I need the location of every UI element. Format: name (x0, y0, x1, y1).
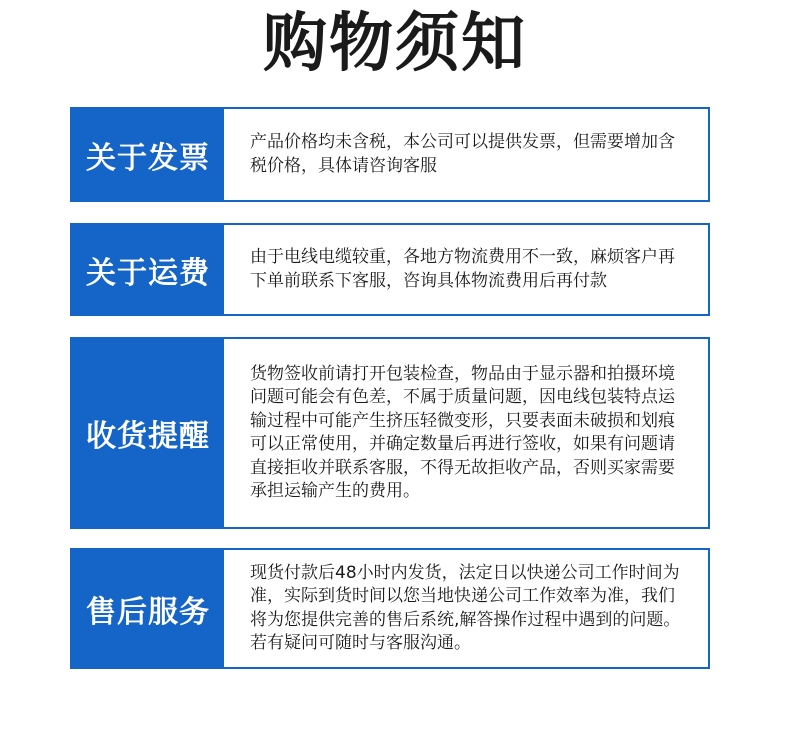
section-receipt (70, 337, 710, 529)
section-text: 由于电线电缆较重，各地方物流费用不一致，麻烦客户再下单前联系下客服，咨询具体物流费用后再付款 (250, 247, 675, 291)
section-text: 产品价格均未含税，本公司可以提供发票，但需要增加含税价格，具体请咨询客服 (250, 132, 675, 176)
section-text: 现货付款后48小时内发货，法定日以快递公司工作时间为准，实际到货时间以您当地快递公司工作效率为准，我们将为您提供完善的售后系统,解答操作过程中遇到的问题。若有疑问可随时与客服沟通。 (250, 562, 681, 653)
section-text-wrap (224, 225, 708, 314)
section-after-sales (70, 548, 710, 669)
page-title: 购物须知 (263, 7, 527, 81)
section-text-wrap (224, 550, 708, 667)
section-text: 货物签收前请打开包装检查，物品由于显示器和拍摄环境问题可能会有色差，不属于质量问题，因电线包装特点运输过程中可能产生挤压轻微变形，只要表面未破损和划痕可以正常使用，并确定数量后再进行签收，如果有问题请直接拒收并联系客服，不得无故拒收产品，否则买家需要承担运输产生的费用。 (250, 363, 675, 501)
section-label: 关于运费 (72, 225, 224, 314)
section-shipping (70, 223, 710, 316)
section-label: 售后服务 (72, 550, 224, 667)
section-text-wrap (224, 339, 708, 527)
section-label: 关于发票 (72, 109, 224, 200)
section-label: 收货提醒 (72, 339, 224, 527)
section-invoice (70, 107, 710, 202)
section-text-wrap (224, 109, 708, 200)
